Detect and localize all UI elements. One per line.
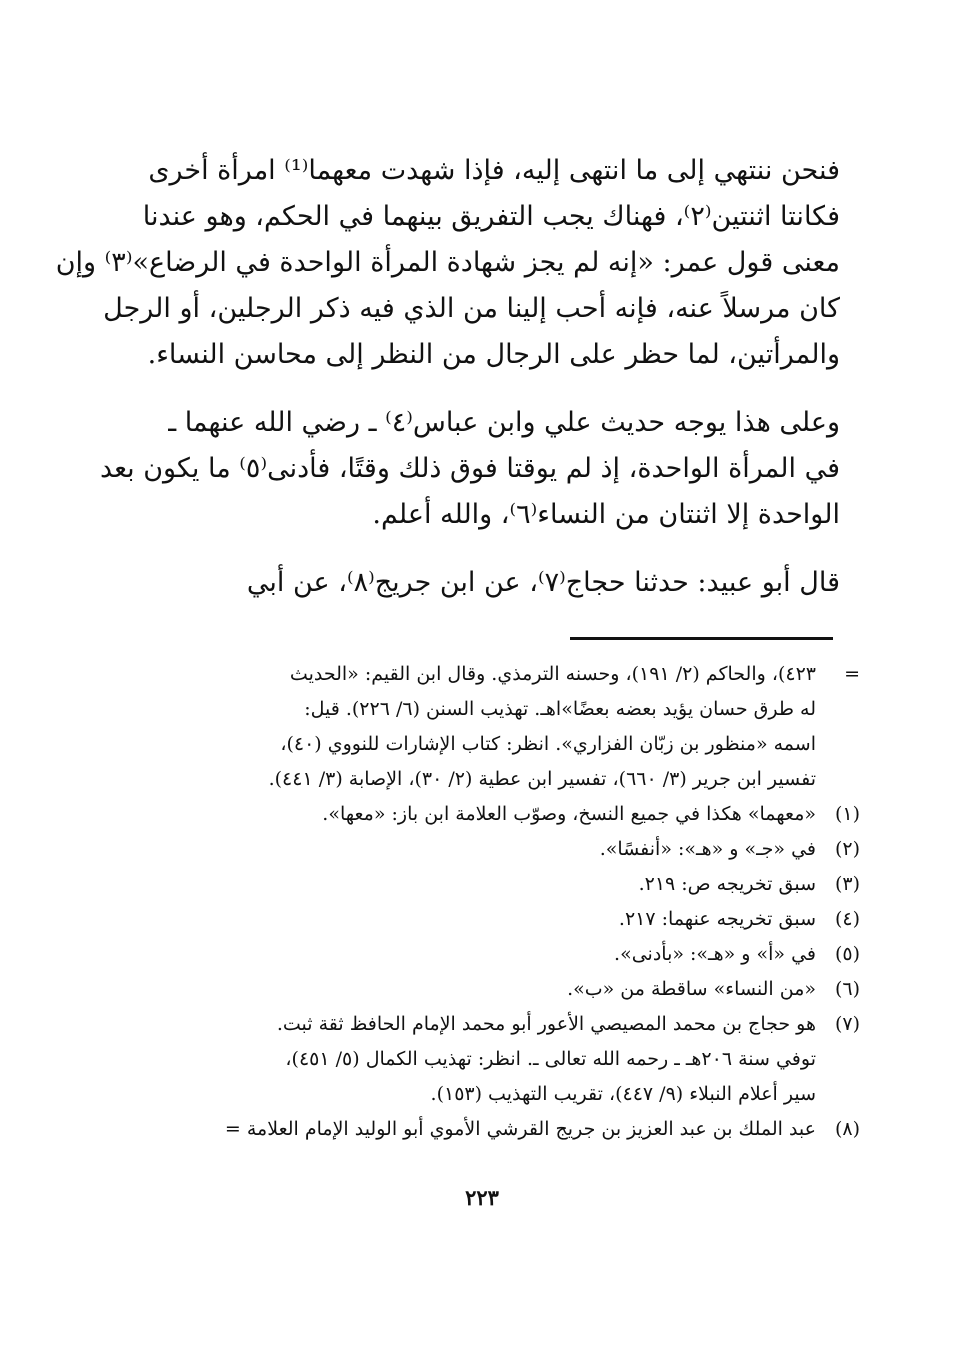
continuation-marker: = [844,663,860,685]
text-line: قال أبو عبيد: حدثنا حجاج⁽٧⁾، عن ابن جريج⁽٨⁾، عن أبي [246,567,840,598]
footnote-body [118,867,816,902]
footnote-body [118,1112,816,1147]
footnote-number: (١) [834,803,860,825]
footnote-body [118,797,816,832]
footnote-body [118,972,816,1007]
main-text [55,148,840,606]
footnote-line: هو حجاج بن محمد المصيصي الأعور أبو محمد الإمام الحافظ ثقة ثبت. [276,1013,816,1035]
footnote-7 [118,1007,860,1112]
footnote-separator [570,637,833,640]
paragraph-3 [135,560,840,606]
footnote-number: (٢) [834,838,860,860]
text-line: الواحدة إلا اثنتان من النساء⁽٦⁾، والله أعلم. [372,499,840,530]
text-line: كان مرسلاً عنه، فإنه أحب إلينا من الذي فيه ذكر الرجلين، أو الرجل [103,293,840,324]
footnote-body [118,937,816,972]
footnote-line: عبد الملك بن عبد العزيز بن جريج القرشي الأموي أبو الوليد الإمام العلامة = [224,1118,816,1140]
paragraph-1 [55,148,840,378]
footnote-line: سير أعلام النبلاء (٩/ ٤٤٧)، تقريب التهذيب (١٥٣). [430,1083,816,1105]
footnote-3 [118,867,860,902]
footnote-number: (٤) [834,908,860,930]
footnote-6 [118,972,860,1007]
footnote-4 [118,902,860,937]
footnote-line: اسمه «منظور بن زبّان الفزاري». انظر: كتاب الإشارات للنووي (٤٠)، [280,733,816,755]
text-line: والمرأتين، لما حظر على الرجال من النظر إلى محاسن النساء. [147,339,840,370]
footnote-1 [118,797,860,832]
footnote-8 [118,1112,860,1147]
footnote-5 [118,937,860,972]
footnote-body [118,657,816,797]
footnotes [118,657,860,1147]
footnote-line: في «أ» و «هـ»: «بأدنى». [614,943,816,965]
footnote-line: سبق تخريجه عنهما: ٢١٧. [618,908,816,930]
footnote-2 [118,832,860,867]
footnote-line: توفي سنة ٢٠٦هـ ـ رحمه الله تعالى ـ. انظر: تهذيب الكمال (٥/ ٤٥١)، [285,1048,816,1070]
footnote-line: سبق تخريجه ص: ٢١٩. [638,873,816,895]
text-line: فنحن ننتهي إلى ما انتهى إليه، فإذا شهدت معهما⁽¹⁾ امرأة أخرى [148,155,840,186]
footnote-number: (٣) [834,873,860,895]
paragraph-2 [99,400,840,538]
footnote-number: (٧) [834,1013,860,1035]
footnote-number: (٨) [834,1118,860,1140]
footnote-number: (٦) [834,978,860,1000]
footnote-body [118,832,816,867]
text-line: معنى قول عمر: «إنه لم يجز شهادة المرأة الواحدة في الرضاع»⁽٣⁾ وإن [55,247,840,278]
footnote-body [118,1007,816,1112]
footnote-number: (٥) [834,943,860,965]
footnote-line: «من النساء» ساقطة من «ب». [567,978,816,1000]
page-number: ٢٢٣ [465,1185,499,1210]
footnote-line: ٤٢٣)، والحاكم (٢/ ١٩١)، وحسنه الترمذي. وقال ابن القيم: «الحديث [289,663,816,685]
text-line: في المرأة الواحدة، إذ لم يوقتا فوق ذلك وقتًا، فأدنى⁽٥⁾ ما يكون بعد [99,453,840,484]
footnote-body [118,902,816,937]
footnote-line: له طرق حسان يؤيد بعضه بعضًا»اهـ. تهذيب السنن (٦/ ٢٢٦). قيل: [304,698,816,720]
text-line: فكانتا اثنتين⁽٢⁾، فهناك يجب التفريق بينهما في الحكم، وهو عندنا [142,201,840,232]
text-line: وعلى هذا يوجه حديث علي وابن عباس⁽٤⁾ ـ رضي الله عنهما ـ [168,407,840,438]
footnote-line: في «جـ» و «هـ»: «أنفسًا». [599,838,816,860]
footnote-line: تفسير ابن جرير (٣/ ٦٦٠)، تفسير ابن عطية (٢/ ٣٠)، الإصابة (٣/ ٤٤١). [268,768,816,790]
footnote-line: «معهما» هكذا في جميع النسخ، وصوّب العلامة ابن باز: «معها». [322,803,816,825]
footnote-continuation [118,657,860,797]
